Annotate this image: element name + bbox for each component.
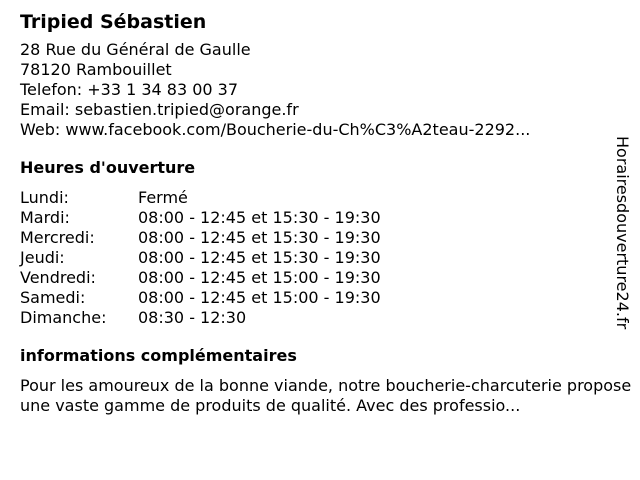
hours-row	[20, 228, 628, 248]
day-label: Dimanche:	[20, 308, 107, 327]
hours-row	[20, 248, 628, 268]
business-card	[20, 10, 632, 416]
day-label: Vendredi:	[20, 268, 96, 287]
day-label: Mercredi:	[20, 228, 95, 247]
business-name: Tripied Sébastien	[20, 11, 207, 33]
time-value: 08:30 - 12:30	[138, 308, 247, 327]
day-label: Jeudi:	[20, 248, 65, 267]
time-value: 08:00 - 12:45 et 15:00 - 19:30	[138, 268, 381, 287]
time-value: 08:00 - 12:45 et 15:30 - 19:30	[138, 248, 381, 267]
address-line-1: 28 Rue du Général de Gaulle	[20, 40, 251, 59]
watermark-text: Horairesdouverture24.fr	[613, 136, 632, 330]
day-label: Mardi:	[20, 208, 70, 227]
time-value: 08:00 - 12:45 et 15:00 - 19:30	[138, 288, 381, 307]
time-value: Fermé	[138, 188, 188, 207]
hours-table	[20, 188, 628, 328]
time-value: 08:00 - 12:45 et 15:30 - 19:30	[138, 228, 381, 247]
hours-row	[20, 208, 628, 228]
time-value: 08:00 - 12:45 et 15:30 - 19:30	[138, 208, 381, 227]
hours-row	[20, 308, 628, 328]
address-line-2: 78120 Rambouillet	[20, 60, 172, 79]
hours-title: Heures d'ouverture	[20, 158, 196, 177]
phone-line: Telefon: +33 1 34 83 00 37	[20, 80, 239, 99]
info-title: informations complémentaires	[20, 346, 297, 365]
hours-row	[20, 288, 628, 308]
email-line: Email: sebastien.tripied@orange.fr	[20, 100, 299, 119]
info-description: Pour les amoureux de la bonne viande, notre boucherie-charcuterie propose une vaste gamme de produits de qualité. Avec des professio...	[20, 376, 632, 415]
day-label: Lundi:	[20, 188, 69, 207]
hours-row	[20, 188, 628, 208]
hours-row	[20, 268, 628, 288]
web-line: Web: www.facebook.com/Boucherie-du-Ch%C3%A2teau-2292...	[20, 120, 531, 139]
day-label: Samedi:	[20, 288, 86, 307]
